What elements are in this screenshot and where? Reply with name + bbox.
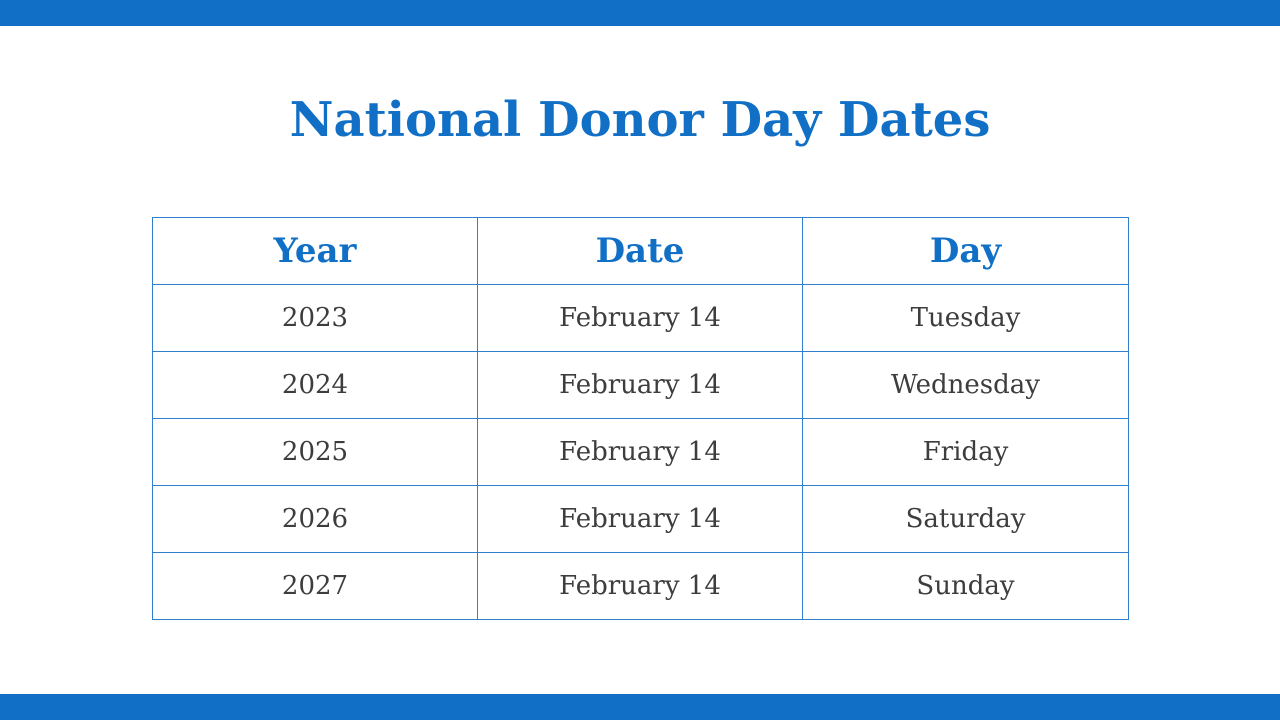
table-header-row	[153, 218, 1129, 285]
date-cell: February 14	[478, 486, 803, 553]
top-accent-band	[0, 0, 1280, 26]
table-row	[153, 486, 1129, 553]
day-cell: Tuesday	[803, 285, 1129, 352]
date-cell: February 14	[478, 285, 803, 352]
donor-day-dates-table	[152, 217, 1129, 620]
year-cell: 2025	[153, 419, 478, 486]
year-cell: 2023	[153, 285, 478, 352]
date-cell: February 14	[478, 419, 803, 486]
year-cell: 2024	[153, 352, 478, 419]
date-cell: February 14	[478, 553, 803, 620]
day-cell: Saturday	[803, 486, 1129, 553]
year-cell: 2027	[153, 553, 478, 620]
day-cell: Friday	[803, 419, 1129, 486]
table-row	[153, 285, 1129, 352]
table-row	[153, 352, 1129, 419]
table-row	[153, 419, 1129, 486]
year-cell: 2026	[153, 486, 478, 553]
day-cell: Wednesday	[803, 352, 1129, 419]
column-header-date: Date	[478, 218, 803, 285]
bottom-accent-band	[0, 694, 1280, 720]
page-title: National Donor Day Dates	[289, 92, 991, 148]
day-cell: Sunday	[803, 553, 1129, 620]
date-cell: February 14	[478, 352, 803, 419]
column-header-year: Year	[153, 218, 478, 285]
table-row	[153, 553, 1129, 620]
column-header-day: Day	[803, 218, 1129, 285]
